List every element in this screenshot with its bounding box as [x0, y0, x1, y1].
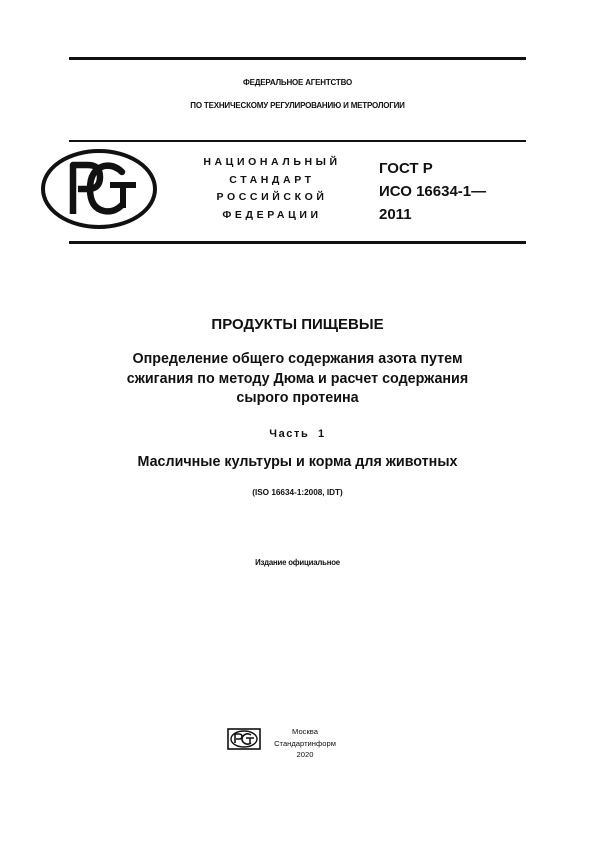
bottom-divider-line: [69, 241, 526, 244]
national-standard-line-4: ФЕДЕРАЦИИ: [222, 208, 322, 221]
part-number: Часть 1: [269, 428, 326, 440]
national-standard-label: [178, 154, 366, 224]
publication-year: 2020: [296, 750, 314, 759]
publisher-city: Москва: [292, 727, 318, 736]
agency-name-line-2: ПО ТЕХНИЧЕСКОМУ РЕГУЛИРОВАНИЮ И МЕТРОЛОГИИ: [190, 101, 405, 110]
national-standard-line-3: РОССИЙСКОЙ: [216, 191, 328, 203]
national-standard-line-1: НАЦИОНАЛЬНЫЙ: [203, 156, 341, 168]
edition-label: Издание официальное: [255, 558, 340, 567]
document-title: ПРОДУКТЫ ПИЩЕВЫЕ: [211, 316, 384, 333]
top-divider-line: [69, 57, 526, 60]
rst-certification-mark-icon: [40, 148, 158, 230]
agency-name-line-1: ФЕДЕРАЛЬНОЕ АГЕНТСТВО: [242, 78, 352, 87]
standard-designation: [379, 157, 486, 226]
document-subtitle: [40, 350, 555, 409]
designation-line-1: ГОСТ Р: [379, 160, 433, 177]
subtitle-line-1: Определение общего содержания азота путем: [132, 351, 463, 367]
subtitle-line-3: сырого протеина: [236, 390, 359, 406]
iso-reference: (ISO 16634-1:2008, IDT): [252, 488, 343, 497]
middle-divider-line: [69, 140, 526, 142]
publisher-block: [264, 726, 346, 761]
publisher-name: Стандартинформ: [274, 738, 336, 748]
national-standard-line-2: СТАНДАРТ: [229, 173, 315, 186]
subtitle-line-2: сжигания по методу Дюма и расчет содержания: [126, 370, 469, 387]
designation-line-2: ИСО 16634-1—: [379, 183, 487, 200]
standartinform-logo-icon: [227, 728, 261, 750]
designation-line-3: 2011: [379, 206, 412, 223]
part-title: Масличные культуры и корма для животных: [137, 454, 458, 470]
